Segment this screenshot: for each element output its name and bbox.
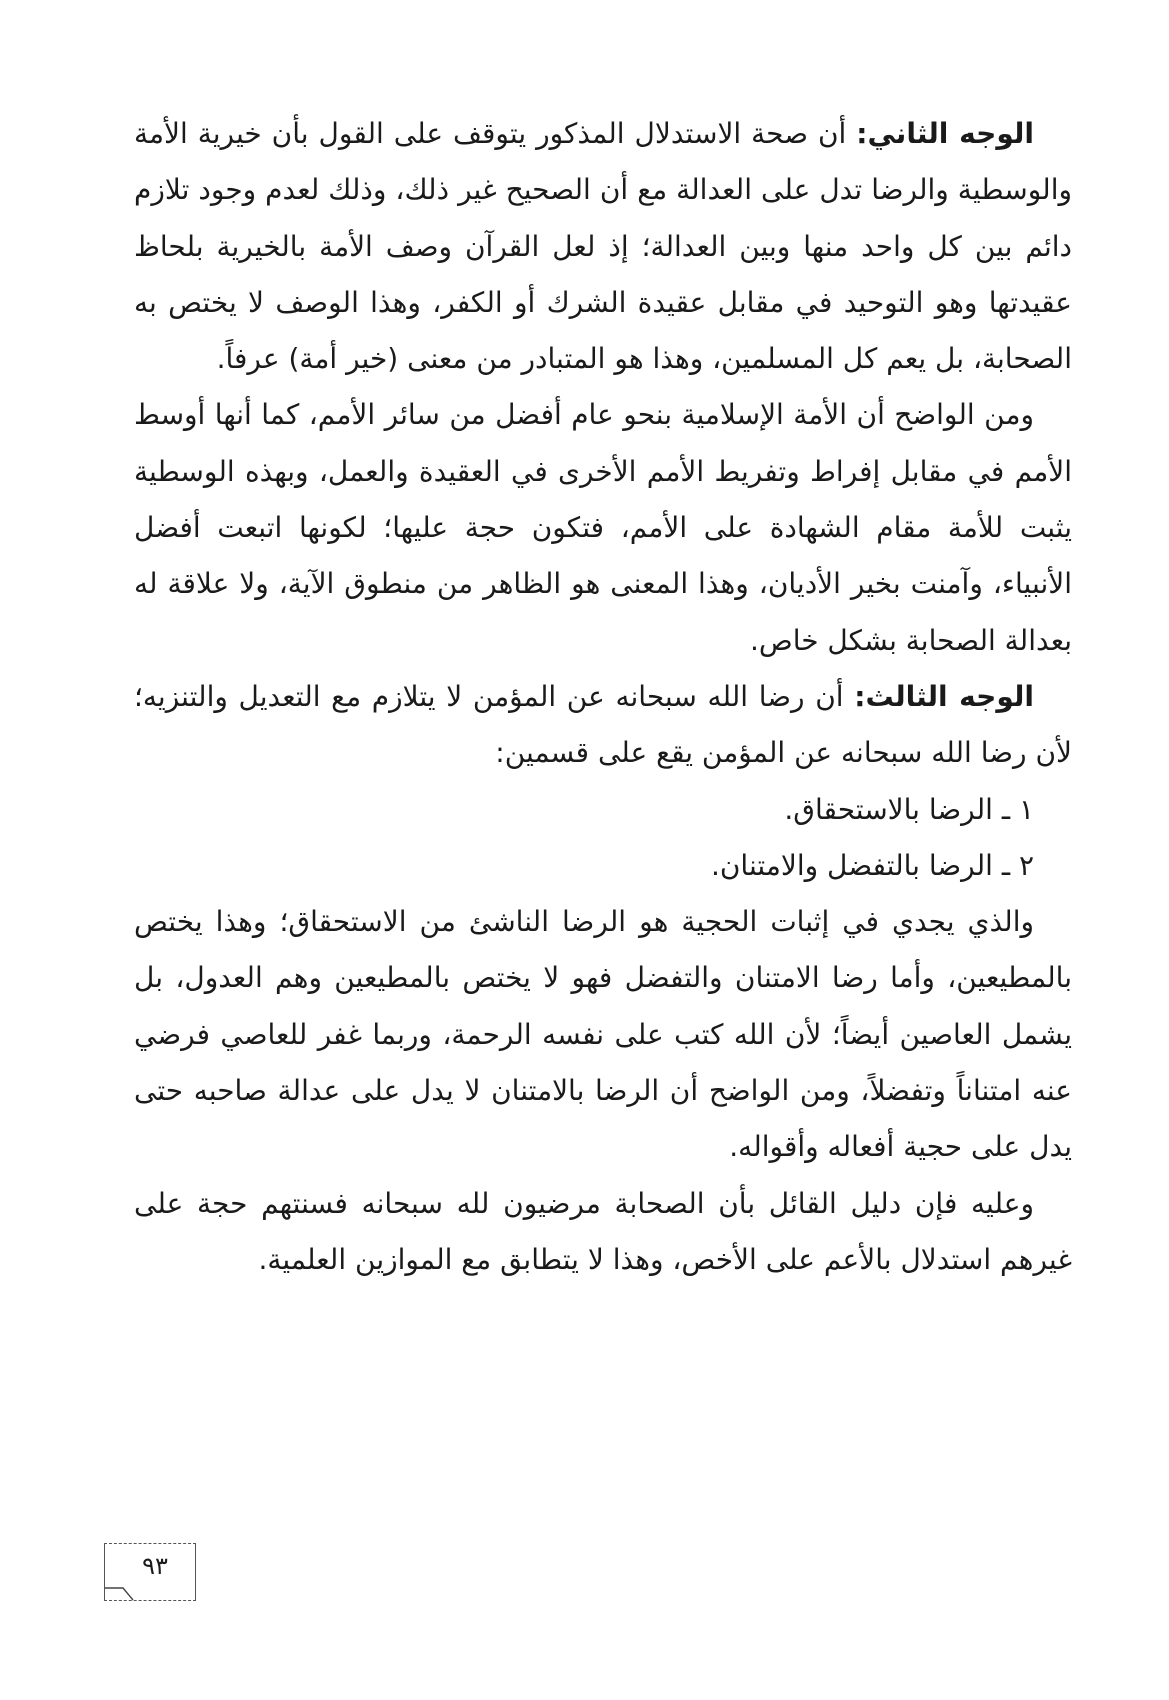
body-text	[134, 106, 1072, 1288]
second-aspect-heading: الوجه الثاني:	[856, 117, 1035, 150]
list-item-entitlement: ١ ـ الرضا بالاستحقاق.	[784, 792, 1034, 826]
paragraph-second-aspect	[134, 106, 1072, 387]
paragraph-conclusion	[134, 1176, 1072, 1289]
third-aspect-text: أن رضا الله سبحانه عن المؤمن لا يتلازم مع التعديل والتنزيه؛ لأن رضا الله سبحانه عن المؤمن يقع على قسمين:	[134, 679, 1072, 770]
list-item-grace: ٢ ـ الرضا بالتفضل والامتنان.	[710, 848, 1034, 882]
page-number: ٩٣	[142, 1552, 168, 1580]
paragraph-authority	[134, 894, 1072, 1175]
second-aspect-text: أن صحة الاستدلال المذكور يتوقف على القول بأن خيرية الأمة والوسطية والرضا تدل على العدالة مع أن الصحيح غير ذلك، وذلك لعدم وجود تلازم دائم بين كل واحد منها وبين العدالة؛ إذ لعل القرآن وصف الأمة بالخيرية بلحاظ عقيدتها وهو التوحيد في مقابل عقيدة الشرك أو الكفر، وهذا الوصف لا يختص به الصحابة، بل يعم كل المسلمين، وهذا هو المتبادر من معنى (خير أمة) عرفاً.	[134, 117, 1072, 376]
authority-text: والذي يجدي في إثبات الحجية هو الرضا الناشئ من الاستحقاق؛ وهذا يختص بالمطيعين، وأما رضا الامتنان والتفضل فهو لا يختص بالمطيعين وهم العدول، بل يشمل العاصين أيضاً؛ لأن الله كتب على نفسه الرحمة، وربما غفر للعاصي فرضي عنه امتناناً وتفضلاً، ومن الواضح أن الرضا بالامتنان لا يدل على عدالة صاحبه حتى يدل على حجية أفعاله وأقواله.	[134, 905, 1072, 1164]
conclusion-text: وعليه فإن دليل القائل بأن الصحابة مرضيون لله سبحانه فسنتهم حجة على غيرهم استدلال بالأعم على الأخص، وهذا لا يتطابق مع الموازين العلمية.	[134, 1186, 1072, 1276]
paragraph-third-aspect	[134, 669, 1072, 782]
islamic-nation-text: ومن الواضح أن الأمة الإسلامية بنحو عام أفضل من سائر الأمم، كما أنها أوسط الأمم في مقابل إفراط وتفريط الأمم الأخرى في العقيدة والعمل، وبهذه الوسطية يثبت للأمة مقام الشهادة على الأمم، فتكون حجة عليها؛ لكونها اتبعت أفضل الأنبياء، وآمنت بخير الأديان، وهذا المعنى هو الظاهر من منطوق الآية، ولا علاقة له بعدالة الصحابة بشكل خاص.	[134, 398, 1072, 657]
page-number-frame	[104, 1543, 196, 1601]
paragraph-islamic-nation	[134, 387, 1072, 668]
third-aspect-heading: الوجه الثالث:	[854, 679, 1034, 713]
